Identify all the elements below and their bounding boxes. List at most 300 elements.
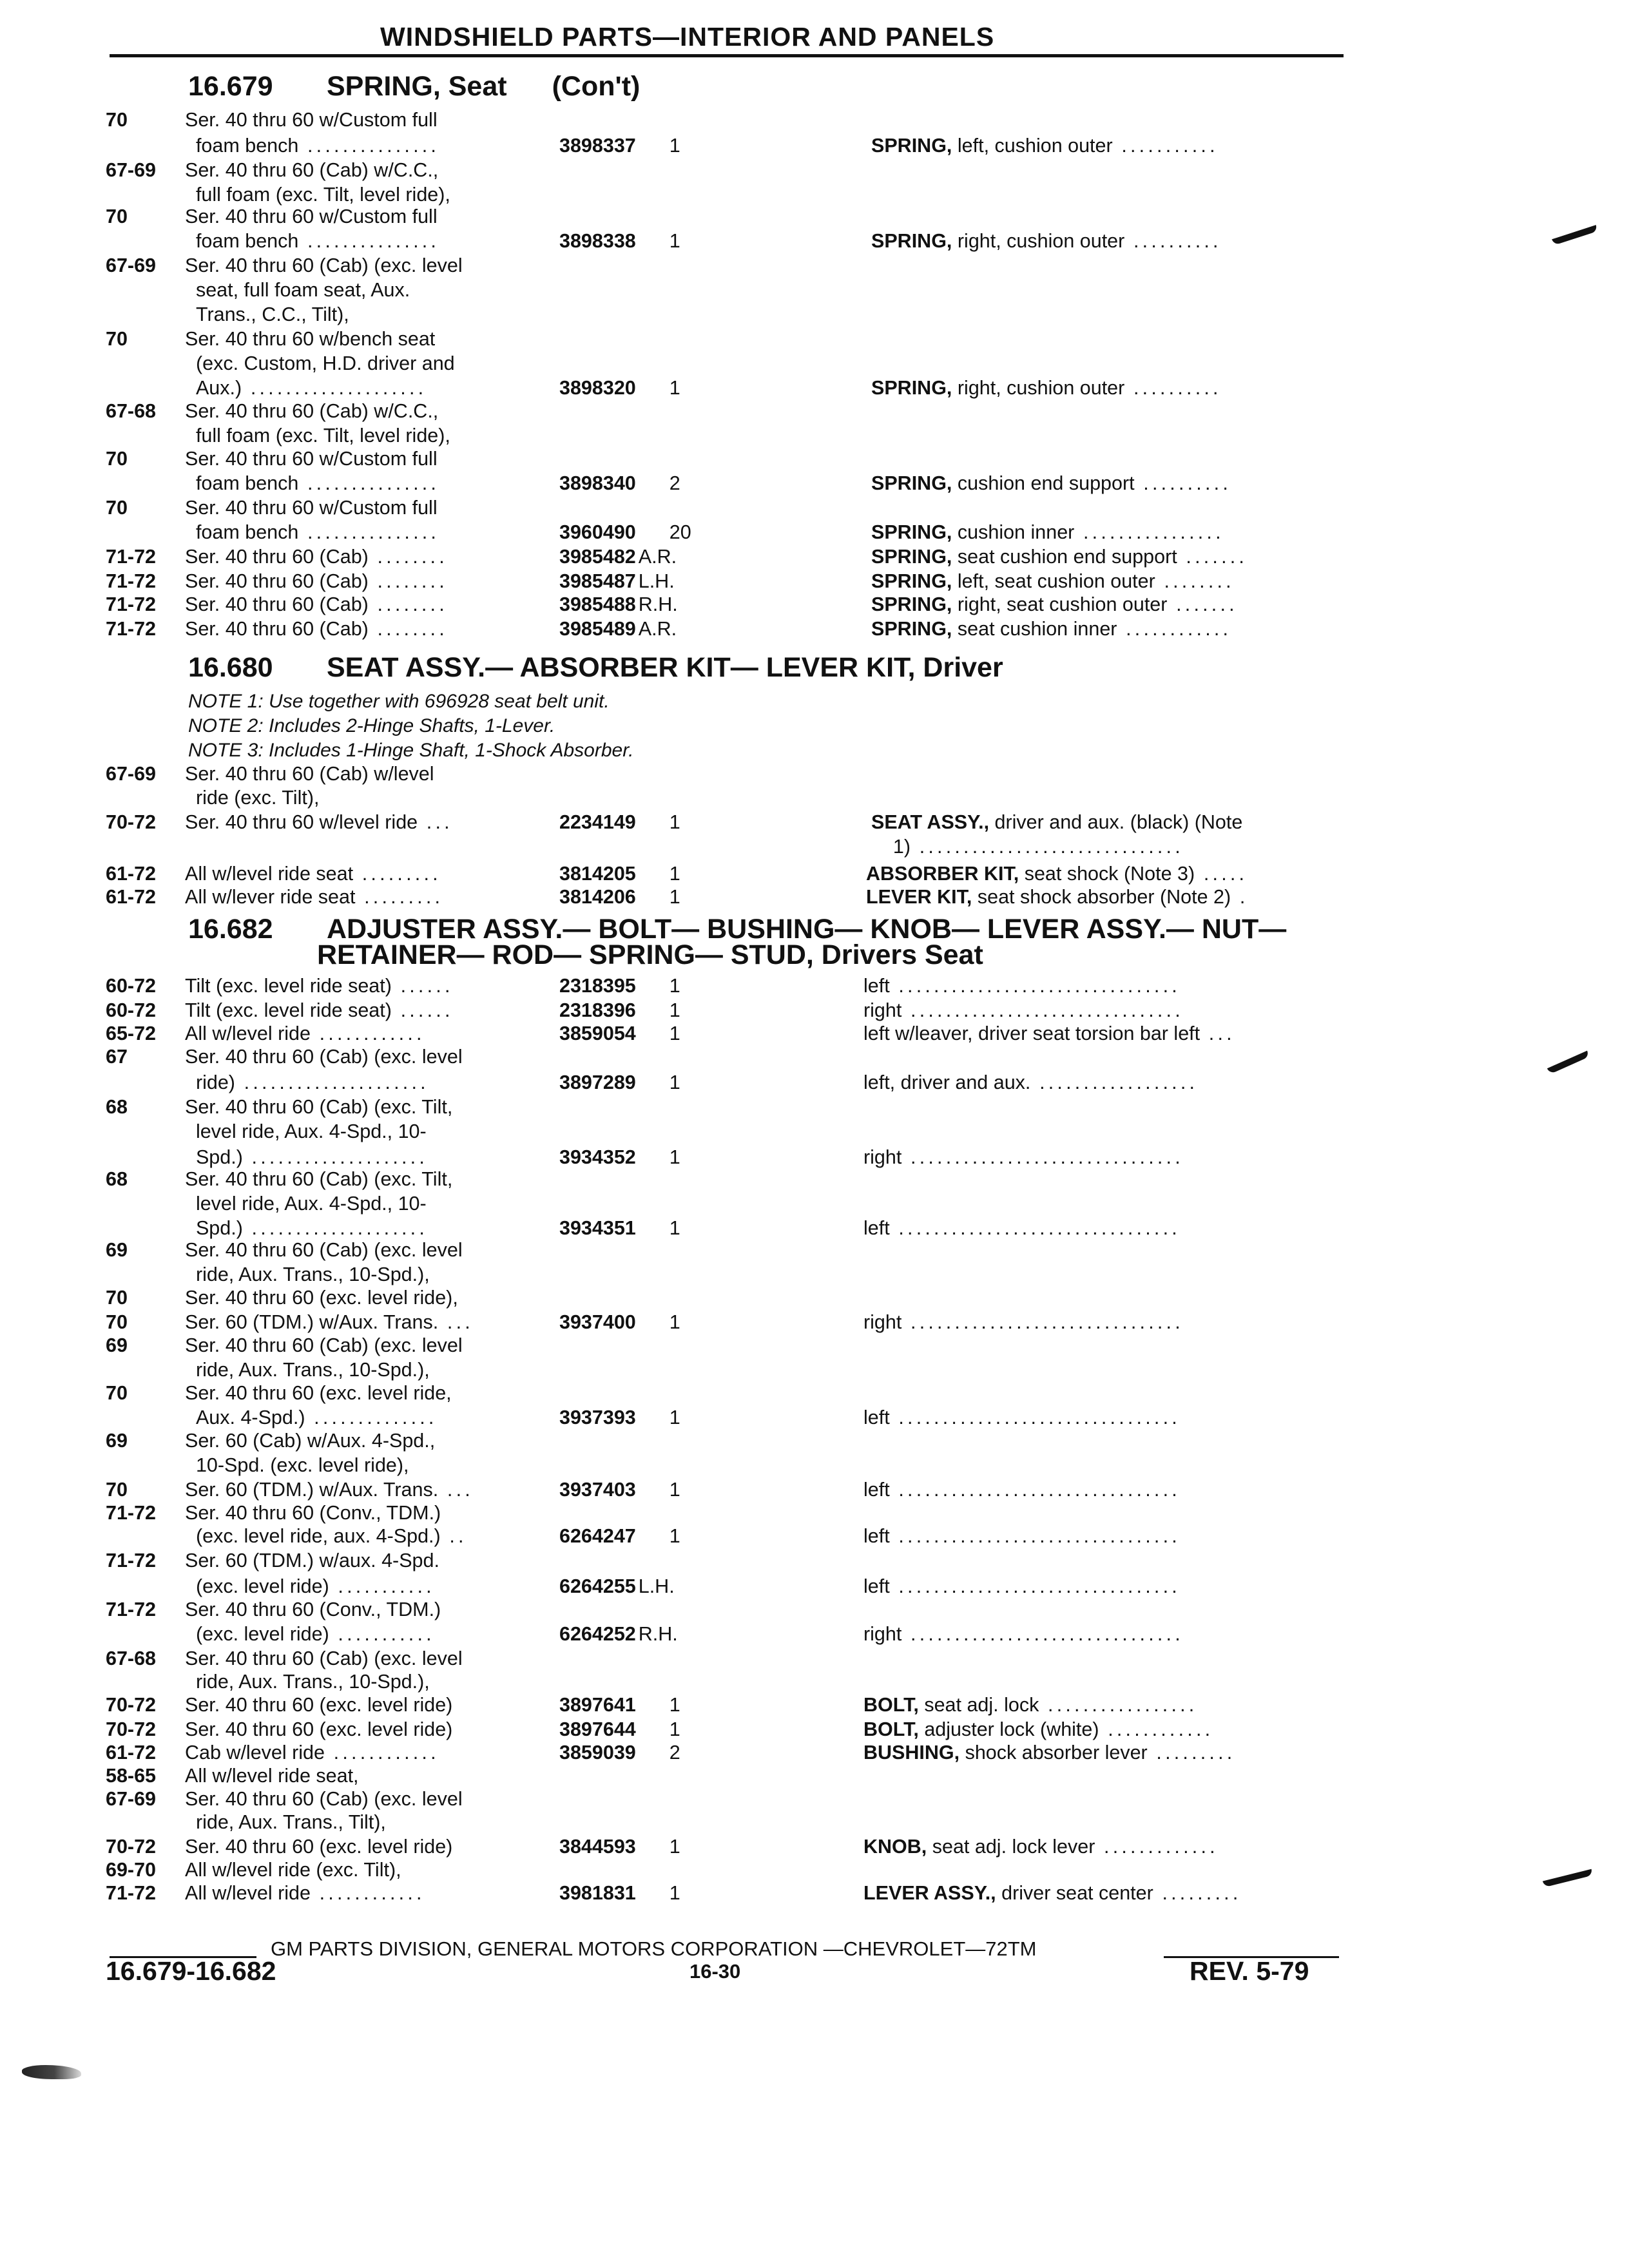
model-year: 61-72 [106, 863, 157, 885]
quantity: 1 [669, 811, 680, 833]
description-text: left [863, 1407, 890, 1428]
part-description [871, 521, 1224, 544]
quantity: 1 [669, 1694, 680, 1716]
application-label: Ser. 60 (Cab) w/Aux. 4-Spd., [185, 1430, 436, 1452]
application-label: Trans., C.C., Tilt), [185, 303, 349, 325]
section-heading-s679 [188, 72, 640, 101]
part-number-value: 3898320 [559, 377, 636, 399]
binding-hole-mark [1552, 225, 1598, 245]
description-text: driver seat center [996, 1882, 1153, 1904]
part-description [863, 1524, 1181, 1548]
description-text: left, driver and aux. [863, 1072, 1031, 1093]
dot-leader: .......... [1124, 230, 1222, 252]
model-year: 70 [106, 1311, 128, 1333]
application-text [185, 352, 455, 376]
part-number [559, 811, 680, 834]
section-title: ADJUSTER ASSY.— BOLT— BUSHING— KNOB— LEVER ASSY.— NUT— [327, 914, 1287, 945]
application-label: Ser. 40 thru 60 (Cab) (exc. level [185, 1788, 463, 1810]
application-text [185, 1787, 463, 1811]
application-text [185, 1429, 435, 1453]
dot-leader: ............... [298, 521, 440, 543]
dot-leader: .......... [1134, 472, 1232, 494]
part-description [863, 1311, 1184, 1334]
part-number-value: 3937400 [559, 1311, 636, 1333]
model-year: 61-72 [106, 1742, 157, 1763]
dot-leader: ................. [1039, 1694, 1198, 1716]
application-text [185, 1454, 409, 1477]
model-year: 71-72 [106, 618, 157, 640]
part-description [863, 1622, 1184, 1646]
part-description [863, 1022, 1235, 1046]
description-name: SPRING, [871, 521, 952, 543]
application-label: Ser. 40 thru 60 w/level ride [185, 811, 418, 833]
model-year: 67-69 [106, 1788, 157, 1810]
dot-leader: ............ [325, 1742, 439, 1763]
description-name: SPRING, [871, 546, 952, 568]
description-text: driver and aux. (black) (Note [989, 811, 1243, 833]
description-name: SPRING, [871, 472, 952, 494]
application-text [185, 811, 453, 834]
application-text [185, 1216, 428, 1240]
description-name: SPRING, [871, 135, 952, 157]
part-number-value: 3937403 [559, 1479, 636, 1501]
part-description [871, 835, 1184, 859]
application-label: Ser. 40 thru 60 (exc. level ride, [185, 1382, 452, 1404]
application-text [185, 1381, 452, 1405]
part-number [559, 974, 680, 998]
application-label: full foam (exc. Tilt, level ride), [185, 184, 450, 206]
part-number-value: 3985488 [559, 593, 636, 615]
model-year: 67-69 [106, 255, 157, 276]
part-number-value: 2318395 [559, 975, 636, 997]
part-number-value: 3985487 [559, 570, 636, 592]
description-text: left, cushion outer [952, 135, 1113, 157]
part-description [863, 1835, 1219, 1859]
part-number [559, 617, 677, 641]
application-text [185, 278, 410, 302]
dot-leader: ... [418, 811, 453, 833]
part-number [559, 1622, 678, 1646]
application-text [185, 1598, 441, 1622]
binding-hole-mark [1543, 1869, 1593, 1888]
part-number [559, 472, 680, 495]
application-text [185, 424, 450, 448]
dot-leader: ... [438, 1479, 474, 1501]
part-number-value: 3981831 [559, 1882, 636, 1904]
dot-leader: ........... [329, 1623, 435, 1645]
application-text [185, 134, 439, 158]
part-number [559, 593, 678, 617]
application-label: full foam (exc. Tilt, level ride), [185, 425, 450, 447]
footer-revision: REV. 5-79 [1190, 1956, 1309, 1986]
part-number-value: 3934351 [559, 1217, 636, 1239]
application-text [185, 1549, 439, 1573]
application-text [185, 254, 463, 278]
part-number [559, 1216, 680, 1240]
application-text [185, 1718, 452, 1742]
dot-leader: . [1231, 886, 1249, 908]
model-year: 70-72 [106, 1836, 157, 1858]
application-text [185, 1238, 463, 1262]
application-label: Ser. 40 thru 60 (Cab) [185, 618, 369, 640]
quantity: 1 [669, 863, 680, 885]
part-description [863, 1406, 1181, 1430]
part-number-value: 6264255 [559, 1575, 636, 1597]
application-label: (exc. level ride, aux. 4-Spd.) [185, 1525, 441, 1547]
model-year: 70-72 [106, 1694, 157, 1716]
section-number: 16.680 [188, 652, 273, 683]
application-label: Ser. 40 thru 60 (Cab) (exc. level [185, 1046, 463, 1068]
model-year: 69 [106, 1334, 128, 1356]
dot-leader: ............ [1117, 618, 1232, 640]
description-name: LEVER KIT, [866, 886, 972, 908]
part-number [559, 1741, 680, 1765]
part-description [866, 862, 1248, 886]
dot-leader: ................................ [889, 1407, 1181, 1428]
note-line: NOTE 3: Includes 1-Hinge Shaft, 1-Shock Absorber. [188, 740, 634, 761]
application-text [185, 229, 439, 253]
part-description [871, 376, 1222, 400]
application-label: 10-Spd. (exc. level ride), [185, 1454, 409, 1476]
quantity: 1 [669, 1718, 680, 1740]
application-text [185, 376, 427, 400]
application-text [185, 1764, 359, 1788]
model-year: 60-72 [106, 975, 157, 997]
application-text [185, 521, 439, 544]
dot-leader: .............. [305, 1407, 438, 1428]
application-text [185, 1334, 463, 1358]
application-text [185, 1693, 452, 1717]
application-text [185, 108, 438, 132]
dot-leader: ............ [310, 1023, 425, 1044]
description-text: right, seat cushion outer [952, 593, 1168, 615]
application-label: Spd.) [185, 1146, 243, 1168]
description-text: 1) [871, 836, 911, 858]
application-label: Cab w/level ride [185, 1742, 325, 1763]
model-year: 71-72 [106, 1550, 157, 1571]
part-description [871, 472, 1231, 495]
model-year: 67-68 [106, 400, 157, 422]
description-name: SPRING, [871, 570, 952, 592]
dot-leader: ...... [391, 975, 454, 997]
application-text [185, 1858, 401, 1882]
description-text: left [863, 1479, 890, 1501]
application-text [185, 1881, 425, 1905]
description-text: seat shock (Note 3) [1019, 863, 1195, 885]
part-number [559, 1718, 680, 1742]
section-number: 16.682 [188, 914, 273, 945]
description-text: seat cushion end support [952, 546, 1177, 568]
application-label: Ser. 40 thru 60 (Conv., TDM.) [185, 1502, 441, 1524]
description-text: seat cushion inner [952, 618, 1117, 640]
dot-leader: ............................... [901, 1623, 1184, 1645]
part-description [863, 1881, 1242, 1905]
description-text: seat shock absorber (Note 2) [972, 886, 1231, 908]
application-text [185, 1045, 463, 1069]
quantity: 1 [669, 1479, 680, 1501]
application-label: Tilt (exc. level ride seat) [185, 999, 392, 1021]
model-year: 69-70 [106, 1859, 157, 1881]
application-label: ride, Aux. Trans., 10-Spd.), [185, 1359, 430, 1381]
model-year: 60-72 [106, 999, 157, 1021]
dot-leader: ................................ [889, 1525, 1181, 1547]
part-number-value: 3897644 [559, 1718, 636, 1740]
application-text [185, 786, 319, 810]
application-label: ride, Aux. Trans., 10-Spd.), [185, 1671, 430, 1693]
description-name: BUSHING, [863, 1742, 960, 1763]
application-label: Ser. 60 (TDM.) w/Aux. Trans. [185, 1311, 439, 1333]
application-label: Ser. 40 thru 60 (Cab) [185, 546, 369, 568]
part-number-value: 3898338 [559, 230, 636, 252]
part-number [559, 229, 680, 253]
model-year: 70 [106, 206, 128, 227]
model-year: 68 [106, 1096, 128, 1118]
section-number: 16.679 [188, 71, 273, 102]
dot-leader: ......... [1153, 1882, 1242, 1904]
part-number [559, 570, 675, 593]
dot-leader: ......... [355, 886, 444, 908]
note-line: NOTE 1: Use together with 696928 seat belt unit. [188, 691, 610, 712]
dot-leader: ........ [1155, 570, 1235, 592]
header-rule [110, 54, 1344, 57]
quantity: 1 [669, 1525, 680, 1547]
dot-leader: ........ [368, 593, 448, 615]
part-number [559, 1881, 680, 1905]
application-label: All w/level ride (exc. Tilt), [185, 1859, 401, 1881]
application-label: foam bench [185, 472, 299, 494]
dot-leader: ............ [310, 1882, 425, 1904]
dot-leader: .......... [1124, 377, 1222, 399]
application-label: ride (exc. Tilt), [185, 787, 320, 809]
dot-leader: ........... [1112, 135, 1219, 157]
part-number-value: 3898340 [559, 472, 636, 494]
application-text [185, 303, 349, 327]
application-text [185, 1095, 452, 1119]
quantity: R.H. [638, 1623, 678, 1645]
application-label: Ser. 40 thru 60 (Cab) [185, 593, 369, 615]
quantity: 2 [669, 472, 680, 494]
footer-section-range: 16.679-16.682 [106, 1956, 276, 1986]
application-label: Ser. 40 thru 60 (Cab) (exc. level [185, 1648, 463, 1669]
part-description [871, 134, 1219, 158]
part-number [559, 1146, 680, 1169]
footer-page-number: 16-30 [689, 1960, 741, 1983]
application-text [185, 1835, 452, 1859]
dot-leader: ... [1200, 1023, 1235, 1044]
dot-leader: .................. [1030, 1072, 1199, 1093]
part-description [871, 593, 1238, 617]
part-number-value: 3897289 [559, 1072, 636, 1093]
model-year: 71-72 [106, 1599, 157, 1620]
application-label: All w/level ride seat [185, 863, 354, 885]
application-label: All w/level ride [185, 1023, 311, 1044]
part-description [863, 1071, 1198, 1095]
part-number [559, 545, 677, 569]
part-number [559, 1478, 680, 1502]
application-label: Ser. 40 thru 60 (Cab) (exc. level [185, 1334, 463, 1356]
description-text: left [863, 1525, 890, 1547]
dot-leader: ............... [298, 135, 440, 157]
dot-leader: ............. [1095, 1836, 1219, 1858]
application-label: All w/level ride [185, 1882, 311, 1904]
part-description [863, 1718, 1213, 1742]
part-description [863, 1478, 1181, 1502]
application-label: Ser. 40 thru 60 (Cab) [185, 570, 369, 592]
application-text [185, 183, 450, 207]
section-continued-label: (Con't) [552, 71, 641, 102]
application-text [185, 1524, 467, 1548]
application-text [185, 1622, 435, 1646]
model-year: 67-69 [106, 159, 157, 181]
application-text [185, 496, 438, 520]
part-number-value: 3859039 [559, 1742, 636, 1763]
application-text [185, 1406, 438, 1430]
part-number [559, 1022, 680, 1046]
application-label: Spd.) [185, 1217, 243, 1239]
application-label: Ser. 40 thru 60 (Conv., TDM.) [185, 1599, 441, 1620]
model-year: 71-72 [106, 1882, 157, 1904]
description-text: right [863, 999, 902, 1021]
dot-leader: ................................ [889, 975, 1181, 997]
quantity: 20 [669, 521, 691, 543]
page-header-title: WINDSHIELD PARTS—INTERIOR AND PANELS [380, 22, 995, 52]
quantity: 1 [669, 999, 680, 1021]
part-number-value: 3859054 [559, 1023, 636, 1044]
model-year: 70 [106, 109, 128, 131]
description-text: cushion inner [952, 521, 1075, 543]
dot-leader: ........... [329, 1575, 435, 1597]
part-number-value: 3937393 [559, 1407, 636, 1428]
quantity: 1 [669, 975, 680, 997]
dot-leader: .................... [242, 1146, 429, 1168]
model-year: 70 [106, 497, 128, 519]
section-title: SPRING, Seat [327, 71, 507, 102]
description-text: right, cushion outer [952, 377, 1125, 399]
application-text [185, 472, 439, 495]
model-year: 71-72 [106, 570, 157, 592]
application-label: Ser. 40 thru 60 w/Custom full [185, 497, 438, 519]
dot-leader: ....... [1167, 593, 1238, 615]
part-description [863, 1693, 1197, 1717]
application-label: foam bench [185, 521, 299, 543]
description-text: left w/leaver, driver seat torsion bar left [863, 1023, 1200, 1044]
application-label: seat, full foam seat, Aux. [185, 279, 410, 301]
application-label: level ride, Aux. 4-Spd., 10- [185, 1120, 427, 1142]
dot-leader: ................................ [889, 1217, 1181, 1239]
model-year: 68 [106, 1168, 128, 1190]
quantity: 1 [669, 1023, 680, 1044]
part-number-value: 3985489 [559, 618, 636, 640]
application-text [185, 1192, 427, 1216]
application-text [185, 885, 443, 909]
dot-leader: ..... [1195, 863, 1248, 885]
part-number [559, 1575, 675, 1599]
note-line: NOTE 2: Includes 2-Hinge Shafts, 1-Lever. [188, 715, 555, 736]
description-text: right [863, 1146, 902, 1168]
application-label: Ser. 40 thru 60 (Cab) (exc. Tilt, [185, 1168, 453, 1190]
application-text [185, 1670, 430, 1694]
application-label: Tilt (exc. level ride seat) [185, 975, 392, 997]
dot-leader: ............................... [901, 1146, 1184, 1168]
application-label: level ride, Aux. 4-Spd., 10- [185, 1193, 427, 1215]
description-name: SEAT ASSY., [871, 811, 990, 833]
dot-leader: ....... [1177, 546, 1248, 568]
dot-leader: ............... [298, 472, 440, 494]
part-description [871, 570, 1235, 593]
application-label: (exc. Custom, H.D. driver and [185, 352, 455, 374]
part-description [871, 229, 1222, 253]
application-label: Ser. 40 thru 60 (Cab) (exc. Tilt, [185, 1096, 453, 1118]
description-text: right, cushion outer [952, 230, 1125, 252]
dot-leader: .............................. [911, 836, 1184, 858]
part-number-value: 6264252 [559, 1623, 636, 1645]
application-text [185, 545, 448, 569]
part-description [863, 999, 1184, 1023]
part-number [559, 885, 680, 909]
part-description [863, 1575, 1181, 1599]
quantity: 1 [669, 1882, 680, 1904]
application-label: ride, Aux. Trans., 10-Spd.), [185, 1264, 430, 1285]
dot-leader: ........ [368, 570, 448, 592]
model-year: 70-72 [106, 1718, 157, 1740]
dot-leader: ..................... [235, 1072, 429, 1093]
part-number-value: 2234149 [559, 811, 636, 833]
quantity: 1 [669, 1407, 680, 1428]
application-text [185, 1741, 439, 1765]
dot-leader: ......... [1147, 1742, 1236, 1763]
description-text: seat adj. lock lever [927, 1836, 1095, 1858]
application-label: Ser. 40 thru 60 (Cab) w/level [185, 763, 434, 785]
part-description [863, 974, 1181, 998]
part-description [871, 545, 1248, 569]
application-label: All w/level ride seat, [185, 1765, 359, 1787]
section-title-continued: RETAINER— ROD— SPRING— STUD, Drivers Seat [317, 939, 983, 970]
scan-smudge [22, 2065, 81, 2079]
application-label: Ser. 40 thru 60 (exc. level ride) [185, 1718, 453, 1740]
model-year: 70 [106, 1382, 128, 1404]
description-text: left, seat cushion outer [952, 570, 1155, 592]
application-text [185, 1022, 425, 1046]
model-year: 70 [106, 1287, 128, 1309]
part-number-value: 3985482 [559, 546, 636, 568]
application-label: Ser. 40 thru 60 w/bench seat [185, 328, 436, 350]
application-label: (exc. level ride) [185, 1623, 329, 1645]
application-text [185, 447, 438, 471]
application-label: foam bench [185, 230, 299, 252]
quantity: 1 [669, 135, 680, 157]
dot-leader: ............................... [901, 1311, 1184, 1333]
application-label: Aux.) [185, 377, 242, 399]
part-number [559, 376, 680, 400]
model-year: 61-72 [106, 886, 157, 908]
application-label: Ser. 40 thru 60 (exc. level ride), [185, 1287, 458, 1309]
application-label: Ser. 40 thru 60 (exc. level ride) [185, 1694, 453, 1716]
quantity: 1 [669, 1072, 680, 1093]
application-text [185, 1168, 452, 1191]
description-name: LEVER ASSY., [863, 1882, 996, 1904]
application-text [185, 159, 438, 182]
dot-leader: ................ [1074, 521, 1224, 543]
part-description [863, 1146, 1184, 1169]
dot-leader: ................................ [889, 1575, 1181, 1597]
application-text [185, 617, 448, 641]
application-text [185, 1263, 430, 1287]
application-label: Ser. 40 thru 60 w/Custom full [185, 448, 438, 470]
dot-leader: ........ [368, 546, 448, 568]
application-text [185, 1647, 463, 1671]
quantity: 1 [669, 377, 680, 399]
application-label: Ser. 40 thru 60 (Cab) (exc. level [185, 255, 463, 276]
